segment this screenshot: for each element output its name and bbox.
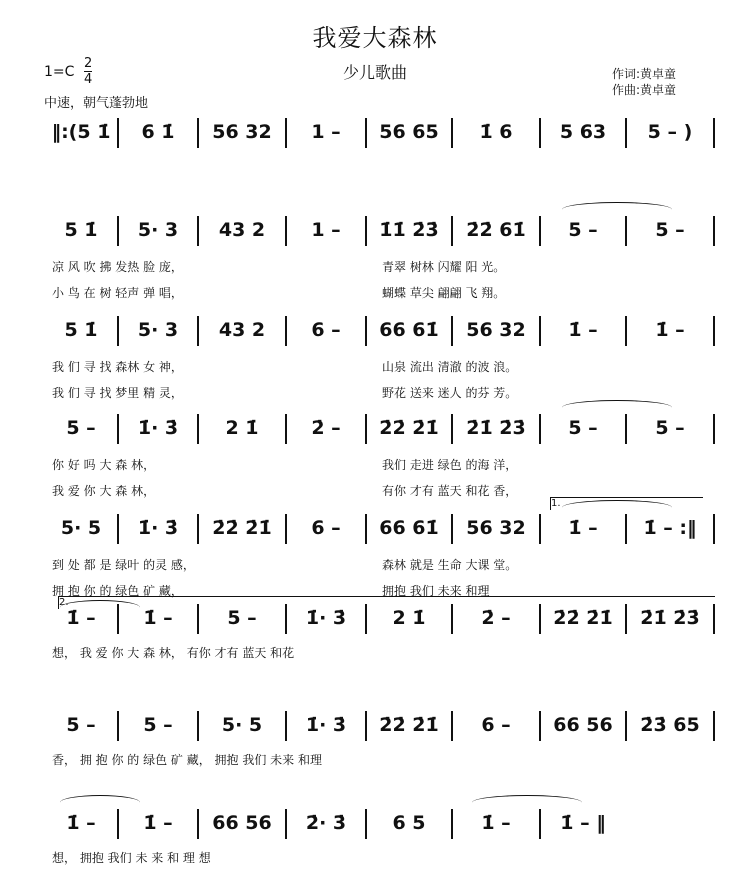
measure: 2̇· 3̇	[305, 812, 347, 834]
measure: 6 1̇	[141, 121, 175, 143]
measure: 2 1̇	[392, 607, 426, 629]
lyric-line: 拥 抱 你 的 绿色 矿 藏，	[52, 584, 183, 598]
measure: 1 –	[311, 121, 341, 143]
measure: 5 1̇	[64, 219, 98, 241]
lyric-line: 我们 走进 绿色 的海 洋，	[382, 458, 518, 472]
measure: 5 – )	[647, 121, 693, 143]
measure: 5 –	[568, 219, 598, 241]
lyric-line: 想， 拥抱 我们 未 来 和 理 想	[52, 851, 211, 865]
lyric-line: 凉 风 吹 拂 发热 脸 庞，	[52, 260, 183, 274]
measure: 5 –	[227, 607, 257, 629]
measure: 5 –	[655, 417, 685, 439]
lyric-line: 到 处 都 是 绿叶 的灵 感，	[52, 558, 195, 572]
measure: 1̇ –	[568, 319, 598, 341]
measure: 1 –	[311, 219, 341, 241]
measure: 1̇ –	[143, 812, 173, 834]
measure: 56 32	[466, 517, 526, 539]
measure: 1̇ –	[655, 319, 685, 341]
measure: 6 5	[392, 812, 426, 834]
measure: 1̇· 3̇	[305, 714, 347, 736]
measure: 1̇1̇ 2̇3̇	[379, 219, 439, 241]
barline	[713, 118, 715, 148]
tie-slur	[562, 202, 672, 217]
measure: 2̇2̇ 2̇1̇	[553, 607, 613, 629]
barline	[713, 711, 715, 741]
lyric-line: 你 好 吗 大 森 林，	[52, 458, 156, 472]
lyric-line: 拥抱 我们 未来 和理	[382, 584, 490, 598]
tie-slur	[562, 400, 672, 415]
measure: 2̇2̇ 2̇1̇	[379, 417, 439, 439]
measure: 5 –	[66, 417, 96, 439]
measure: 66 61̇	[379, 319, 439, 341]
volta-second-ending: 2.	[58, 596, 715, 609]
measure: 2 1̇	[225, 417, 259, 439]
barline	[713, 414, 715, 444]
measure: 5 –	[655, 219, 685, 241]
measure: 1̇ –	[143, 607, 173, 629]
lyric-line: 青翠 树林 闪耀 阳 光。	[382, 260, 506, 274]
measure: 2̇1̇ 2̇3̇	[466, 417, 526, 439]
lyric-line: 香， 拥 抱 你 的 绿色 矿 藏， 拥抱 我们 未来 和理	[52, 753, 322, 767]
measure: 2̇ –	[311, 417, 341, 439]
measure: 2̇2̇ 2̇1̇	[212, 517, 272, 539]
tie-slur	[60, 795, 140, 810]
measure: 2̇ –	[481, 607, 511, 629]
measure: 5· 5	[221, 714, 263, 736]
measure: 56 32	[212, 121, 272, 143]
measure: 66 61̇	[379, 517, 439, 539]
measure: ‖:(5 1̇	[51, 121, 111, 143]
measure: 2̇2̇ 2̇1̇	[379, 714, 439, 736]
lyric-line: 小 鸟 在 树 轻声 弹 唱，	[52, 286, 183, 300]
measure: 2̇2̇ 61̇	[466, 219, 526, 241]
barline	[713, 316, 715, 346]
measure: 1̇ –	[568, 517, 598, 539]
tempo-marking: 中速，朝气蓬勃地	[44, 96, 149, 111]
measure: 1̇· 3̇	[137, 417, 179, 439]
measure: 1̇ –	[66, 607, 96, 629]
measure: 1̇ 6	[479, 121, 513, 143]
barline	[713, 514, 715, 544]
lyric-line: 有你 才有 蓝天 和花 香，	[382, 484, 518, 498]
measure: 1̇ –	[66, 812, 96, 834]
measure: 5· 3	[137, 319, 179, 341]
measure: 5 1̇	[64, 319, 98, 341]
measure: 56 65	[379, 121, 439, 143]
lyric-line: 野花 送来 迷人 的芬 芳。	[382, 386, 518, 400]
measure: 66 56	[553, 714, 613, 736]
lyric-line: 我 爱 你 大 森 林，	[52, 484, 156, 498]
time-top: 2	[84, 56, 93, 71]
lyric-line: 蝴蝶 草尖 翩翩 飞 翔。	[382, 286, 506, 300]
measure: 1̇· 3̇	[137, 517, 179, 539]
time-signature	[84, 56, 92, 87]
measure: 66 56	[212, 812, 272, 834]
measure: 6 –	[481, 714, 511, 736]
tie-slur	[472, 795, 582, 810]
measure: 6 –	[311, 319, 341, 341]
key-signature: 1=C	[44, 64, 75, 80]
measure: 5 –	[568, 417, 598, 439]
volta-first-ending: 1.	[550, 497, 703, 510]
lyric-line: 我 们 寻 找 梦里 精 灵，	[52, 386, 183, 400]
lyric-line: 山泉 流出 清澈 的波 浪。	[382, 360, 518, 374]
lyric-line: 森林 就是 生命 大课 堂。	[382, 558, 518, 572]
measure: 5 –	[143, 714, 173, 736]
measure: 5 –	[66, 714, 96, 736]
measure: 6 –	[311, 517, 341, 539]
measure: 1̇ – ‖	[560, 812, 606, 834]
measure: 2̇1̇ 2̇3̇	[640, 607, 700, 629]
lyricist: 作词:黄卓童	[612, 67, 677, 81]
measure: 1̇· 3̇	[305, 607, 347, 629]
time-bottom: 4	[84, 72, 93, 87]
song-title: 我爱大森林	[312, 24, 438, 52]
measure: 43 2	[218, 219, 266, 241]
measure: 5· 5	[60, 517, 102, 539]
song-subtitle: 少儿歌曲	[342, 63, 407, 82]
credits	[612, 66, 676, 98]
measure: 43 2	[218, 319, 266, 341]
measure: 56 32	[466, 319, 526, 341]
measure: 5 63	[559, 121, 607, 143]
measure: 2̇3̇ 65	[640, 714, 700, 736]
measure: 5· 3	[137, 219, 179, 241]
measure: 1̇ – :‖	[643, 517, 697, 539]
lyric-line: 想， 我 爱 你 大 森 林， 有你 才有 蓝天 和花	[52, 646, 295, 660]
composer: 作曲:黄卓童	[612, 83, 677, 97]
measure: 1̇ –	[481, 812, 511, 834]
barline	[713, 216, 715, 246]
lyric-line: 我 们 寻 找 森林 女 神，	[52, 360, 183, 374]
